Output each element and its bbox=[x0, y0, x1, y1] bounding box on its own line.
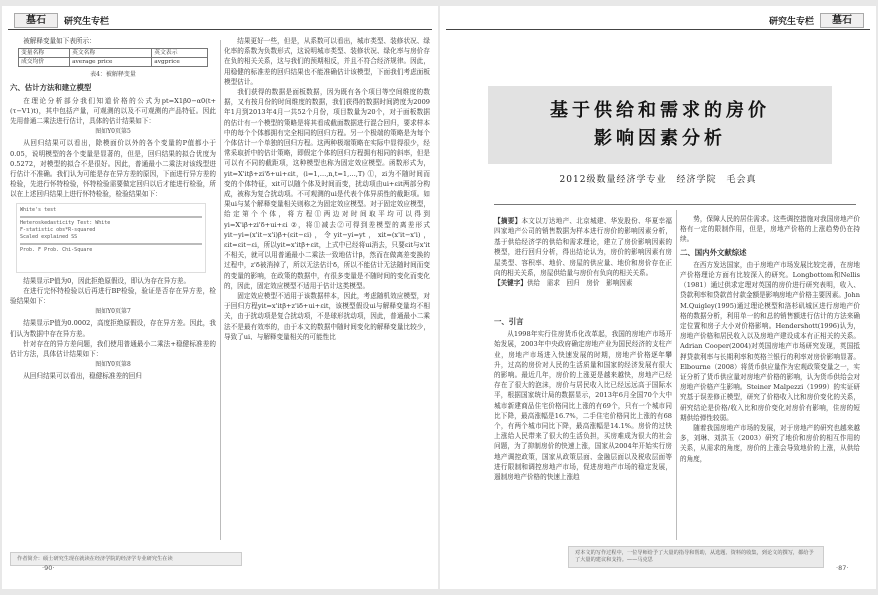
journal-brand-label: 墓石 bbox=[820, 13, 864, 28]
variable-table bbox=[18, 48, 208, 67]
paragraph: 结果显示P值为0.0002，高度拒绝原假设，存在异方差。因此，我们认为数据中存在异方差。 bbox=[10, 319, 216, 338]
abstract-label: 【摘要】 bbox=[494, 217, 522, 225]
table-caption: 表4：被解释变量 bbox=[90, 71, 136, 79]
article-title-block bbox=[488, 86, 832, 164]
table-cell: avgprice bbox=[152, 58, 207, 67]
figure-text: Heteroskedasticity Test: White bbox=[20, 219, 111, 226]
paragraph: 势，保障人民的居住需求。这些调控措施对我国房地产价格有一定的限制作用，但是，房地产价格的上涨趋势仍在持续。 bbox=[680, 215, 860, 244]
left-page bbox=[2, 6, 438, 589]
title-rule bbox=[494, 204, 856, 205]
table-cell: 成交均价 bbox=[19, 58, 70, 67]
figure-text: White's test bbox=[20, 206, 57, 213]
journal-brand-label: 墓石 bbox=[14, 13, 58, 28]
abstract-block bbox=[494, 216, 672, 289]
paragraph: 我们获得的数据是面板数据，因为既有各个项目等空间维度的数据，又有按月份的时间维度的数据，我们获得的数据时间跨度为2009年1月到2013年4月一共52个月份，项目数量为20个，对于面板数据的估计有一个模型的策略是将其看成截面数据进行混合回归，要求样本中的每个个体都拥有完全相同的回归方程。另一个极端的策略是为每个个体估计一个单独的回归方程。这两种极端策略在实际中显得很少，经常采取折中的估计策略，即假定个体的回归方程拥有相同的斜率，但是可以有不同的截距项，这种模型也称为固定效应模型。函数形式为，yit=X'itβ+zi'δ+ui+εit，(i=1,…,n,t=1,…,T) ①，zi为不随时间而变的个体特征，xit可以随个体及时间而变，扰动项由ui+εit两部分构成，被称为复合扰动项。不可观测的ui是代表个体异质性的截距项。如果ui与某个解释变量相关则称之为固定效应模型。对于固定效应模型，给定第个个体，将方程①两边对时间取平均可以得到yi=X'iβ+zi'δ+ui+εi ②，将①减去②可得到差模型的离差形式yit−yi=(x'it−x'i)β+(εit−εi)，令yit−yi=yt，xit=(x'it−x'i)，εit=εit−εi，所以yit=x'itβ+εit，上式中已经将ui消去，只要εit与x'it不相关，就可以用普通最小二乘法一致地估计β，然而在做离差变换的过程中，z'δ被消掉了，所以无法估计δ，所以不能估计无法随时间而变的变量的影响，在政策的数据中，有很多变量是不随时间的变化而变化的，因此，固定效应模型不适用于估计这类模型。 bbox=[224, 88, 430, 290]
author-byline: 2012级数量经济学专业 经济学院 毛会真 bbox=[559, 175, 757, 185]
figure-caption: 图如Y0页第5 bbox=[95, 128, 131, 136]
header-rule bbox=[446, 29, 870, 30]
paragraph: 随着我国房地产市场的发展，对于房地产的研究也越来越多，刘琳、刘洪玉（2003）研究了地价和房价的相互作用的关系，从需求的角度，房价的上涨会导致地价的上涨，从供给的角度， bbox=[680, 424, 860, 463]
regression-output-figure bbox=[16, 203, 206, 273]
paragraph: 固定效应模型不适用于该数据样本，因此，考虑随机效应模型，对于回归方程yit=x'itβ+z'iδ+ui+εit，该模型假设ui与解释变量均不相关，由于扰动项是复合扰动项，不是球形扰动项，因此，普通最小二乘法不是最有效率的，由于本文的数据中随时间变化的解释变量比较少，导致了ui、与解释变量相关的可能性比 bbox=[224, 292, 430, 341]
keywords-text: 供给 需求 回归 房价 影响因素 bbox=[526, 279, 633, 288]
paragraph: 在进行完怀特检验以后再进行BP检验，验证是否存在异方差，检验结果如下： bbox=[10, 286, 216, 306]
table-cell: 英文表示 bbox=[152, 49, 207, 58]
abstract-text: 本文以万达地产、北京城建、华发股份、华夏幸福四家地产公司的销售数据为样本进行房价的影响因素分析，基于供给经济学的供给和需求理论，建立了房价影响因素的模型，进行回归分析，得出结论认为，房价的影响因素有房屋类型、容积率、地价、房屋的供应量、地价和房价存在正向的相关关系，房屋供给量与房价有负向的相关关系。 bbox=[494, 217, 673, 278]
right-column-2 bbox=[680, 214, 860, 544]
section-heading: 六、估计方法和建立模型 bbox=[10, 83, 92, 93]
table-cell: 英文名称 bbox=[70, 49, 152, 58]
paragraph: 被解释变量如下表所示： bbox=[23, 37, 96, 45]
left-column-2 bbox=[224, 36, 430, 546]
figure-text: F-statistic obs*R-squared bbox=[20, 226, 96, 233]
table-cell: average price bbox=[70, 58, 152, 67]
article-title-line-1: 基于供给和需求的房价 bbox=[550, 100, 770, 121]
table-row bbox=[19, 58, 208, 67]
figure-rule bbox=[20, 243, 202, 245]
page-number: ·90· bbox=[42, 564, 55, 572]
section-heading: 一、引言 bbox=[494, 317, 524, 326]
paragraph: 从回归结果可以看出，除模面价以外的各个变量的P值都小于0.05，说明模型的各个变量是显著的，但是，回归结果的拟合优度为0.5272，对模型的拟合不是很好。因此，普通最小二乘法对该线型进行估计不准确。我们认为可能是存在异方差的原因，下面进行异方差的检验，先进行怀特检验，怀特检验需要做定回归以后才能进行检验，所以在上述回归结果上进行怀特检验，检验结果如下： bbox=[10, 139, 216, 199]
figure-caption: 图如Y0页第8 bbox=[95, 361, 131, 369]
quote-box: 对本文的写作过程中，一位导师给予了大量的指导和帮助，从选题、资料的收集，到论文的撰写，都给予了大量的建议和支持。——马克思 bbox=[568, 546, 824, 568]
paragraph: 结果更好一些，但是，从系数可以看出，城市类型、装修状况、绿化率的系数为负数形式，这说明城市类型、装修状况、绿化率与房价存在负的相关关系，这与我们的预期相反，并且不符合经济规律。因此，用稳健的标准差的回归结果也不能准确估计该模型，下面我们考虑面板模型估计。 bbox=[224, 37, 430, 86]
paragraph: 从回归结果可以看出，稳健标准差的回归 bbox=[23, 372, 142, 381]
figure-caption: 图如Y0页第7 bbox=[95, 308, 131, 316]
author-footnote: 作者简介：硕士研究生现在就读在经济学院的经济学专业研究生在读 bbox=[10, 552, 242, 566]
column-divider bbox=[220, 40, 221, 540]
header-rule bbox=[8, 29, 432, 30]
page-number: ·87· bbox=[836, 564, 849, 572]
figure-rule bbox=[20, 216, 202, 218]
paragraph: 结果显示P值为0，因此拒绝原假设，即认为存在异方差。 bbox=[23, 276, 191, 285]
figure-text: Prob. F Prob. Chi-Square bbox=[20, 246, 93, 253]
section-heading: 二、国内外文献综述 bbox=[680, 247, 747, 257]
article-title-line-2: 影响因素分析 bbox=[594, 128, 726, 149]
right-page bbox=[440, 6, 876, 589]
column-divider bbox=[676, 210, 677, 540]
right-running-header bbox=[446, 10, 870, 32]
paragraph: 在理论分析部分我们知道价格的公式为pt=X1β0−α0(t+(τ−V1)t)，其中包括产量，可观测的以及不可观测的产品特征。因此先用普通二乘法进行估计，具体的估计结果如下： bbox=[10, 96, 216, 126]
table-row bbox=[19, 49, 208, 58]
figure-text: Scaled explained SS bbox=[20, 233, 78, 240]
section-label: 研究生专栏 bbox=[64, 17, 110, 27]
keywords-label: 【关键字】 bbox=[494, 279, 527, 288]
paragraph: 针对存在的异方差问题，我们使用普通最小二乘法+稳健标准差的估计方法，具体估计结果如下： bbox=[10, 339, 216, 359]
paragraph: 在西方发达国家，由于房地产市场发展比较完善，在房地产价格理论方面有比较深入的研究。Longbottom和Nellis（1981）通过供求定理对英国的房价进行研究表明，收入、贷款利率和贷款首付款金额是影响房地产价格主要因素。John M.Quigley(1995)通过理论模型和洛杉矶城区进行房地产价格的数据分析，利用单一的和总的销售额进行估计的方法来确定位置和房子大小对价格影响。Hendershott(1996)认为，房地产价格和居民收入以及房地产建设成本有正相关的关系。Adrian Cooper(2004)对英国房地产市场研究发现，英国抵押贷款利率与长期利率和英格兰银行的利率对房价影响显著。Elbourne（2008）将货币供应量作为宏观政策变量之一，实证分析了货币供应量对房地产价格的影响，认为货币供给会对房地产价格产生影响。Steiner Malpezzi（1999）的实证研究基于误差修正模型，研究了价格收入比和房价变化的关系，研究结论是价格/收入比和房价变化对房价有影响，住房的短期供给弹性较弱。 bbox=[680, 260, 860, 422]
table-cell: 变量名称 bbox=[19, 49, 70, 58]
left-column-1 bbox=[10, 36, 216, 546]
section-label: 研究生专栏 bbox=[768, 17, 814, 27]
paragraph: 从1998年实行住房货币化改革起，我国的房地产市场开始发展，2003年中央政府确定房地产业为国民经济的支柱产业，房地产市场进入快速发展的时期，房地产价格逐年攀升，过高的房价对人民的生活质量和国家的经济发展有很大的影响。最近几年，房价的上涨更是越来越快，房地产已经存在了很大的泡沫，房价与居民收入比已经远远高于国际水平，根据国家统计局的数据显示，2013年6月全国70个大中城市新建商品住宅价格同比上涨的有69个，只有一个城市同比下降，最高涨幅是16.7%，二手住宅价格同比上涨的有68个，有两个城市同比下降，最高涨幅是14.1%。房价的过快上涨给人民带来了很大的生活负担，买房难成为很大的社会问题，为了抑制房价的快速上涨，国家从2004年开始实行房地产调控政策，国家从政策层面、金融层面以及税收层面等进行限制和调控房地产市场，促进房地产市场的稳定发展，遏制房地产价格的快速上涨趋 bbox=[494, 330, 672, 482]
right-column-1 bbox=[494, 314, 672, 546]
left-running-header bbox=[8, 10, 432, 32]
